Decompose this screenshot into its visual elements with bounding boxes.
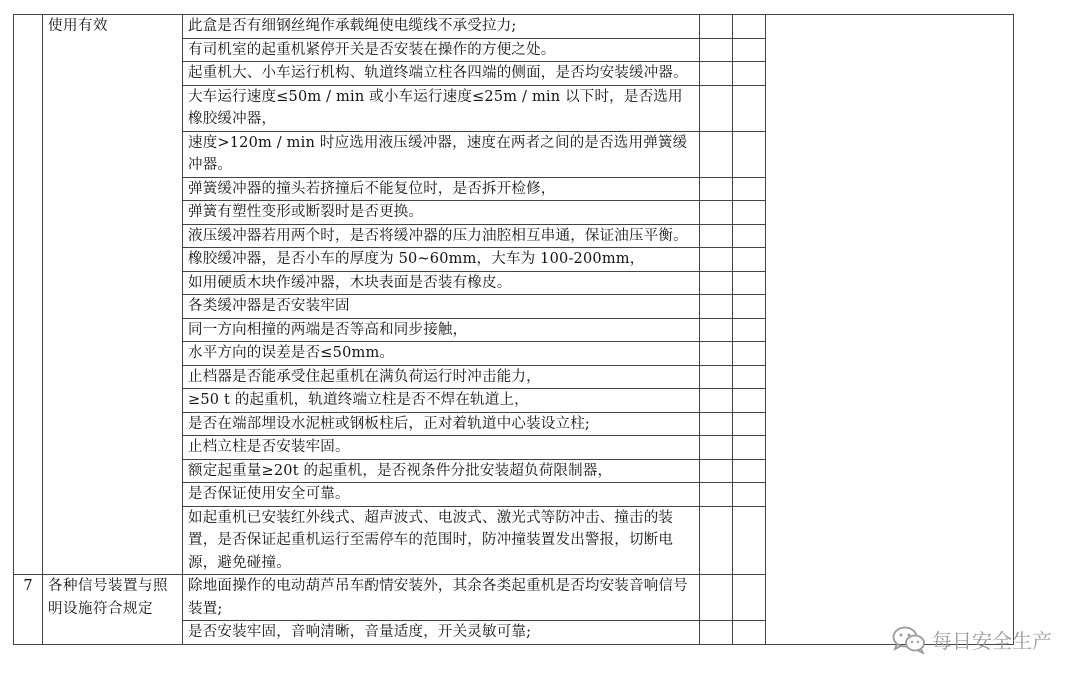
check-cell-yes[interactable] bbox=[700, 271, 733, 295]
check-content: 液压缓冲器若用两个时，是否将缓冲器的压力油腔相互串通，保证油压平衡。 bbox=[183, 224, 700, 248]
check-content: ≥50 t 的起重机，轨道终端立柱是否不焊在轨道上， bbox=[183, 389, 700, 413]
check-content: 是否安装牢固，音响清晰，音量适度，开关灵敏可靠; bbox=[183, 621, 700, 645]
watermark-text: 每日安全生产 bbox=[932, 629, 1052, 653]
check-content: 同一方向相撞的两端是否等高和同步接触， bbox=[183, 318, 700, 342]
check-cell-no[interactable] bbox=[733, 506, 766, 575]
check-cell-yes[interactable] bbox=[700, 248, 733, 272]
check-cell-no[interactable] bbox=[733, 38, 766, 62]
check-content: 止档器是否能承受住起重机在满负荷运行时冲击能力， bbox=[183, 365, 700, 389]
check-cell-yes[interactable] bbox=[700, 318, 733, 342]
check-cell-yes[interactable] bbox=[700, 85, 733, 131]
check-cell-yes[interactable] bbox=[700, 131, 733, 177]
check-cell-yes[interactable] bbox=[700, 389, 733, 413]
section-number: 7 bbox=[14, 575, 43, 645]
check-cell-yes[interactable] bbox=[700, 177, 733, 201]
check-cell-yes[interactable] bbox=[700, 201, 733, 225]
check-cell-no[interactable] bbox=[733, 15, 766, 39]
check-content: 有司机室的起重机紧停开关是否安装在操作的方便之处。 bbox=[183, 38, 700, 62]
check-cell-yes[interactable] bbox=[700, 621, 733, 645]
check-content: 弹簧缓冲器的撞头若挤撞后不能复位时，是否拆开检修， bbox=[183, 177, 700, 201]
check-cell-no[interactable] bbox=[733, 389, 766, 413]
check-cell-yes[interactable] bbox=[700, 295, 733, 319]
check-cell-yes[interactable] bbox=[700, 38, 733, 62]
check-cell-yes[interactable] bbox=[700, 224, 733, 248]
check-cell-yes[interactable] bbox=[700, 365, 733, 389]
check-cell-yes[interactable] bbox=[700, 436, 733, 460]
check-cell-no[interactable] bbox=[733, 575, 766, 621]
check-cell-no[interactable] bbox=[733, 621, 766, 645]
section-item: 使用有效 bbox=[43, 15, 183, 575]
watermark bbox=[892, 625, 1052, 654]
check-cell-no[interactable] bbox=[733, 62, 766, 86]
check-content: 水平方向的误差是否≤50mm。 bbox=[183, 342, 700, 366]
check-content: 此盒是否有细钢丝绳作承载绳使电缆线不承受拉力; bbox=[183, 15, 700, 39]
section-number bbox=[14, 15, 43, 575]
check-cell-no[interactable] bbox=[733, 177, 766, 201]
check-cell-no[interactable] bbox=[733, 483, 766, 507]
check-content: 如起重机已安装红外线式、超声波式、电波式、激光式等防冲击、撞击的装置，是否保证起重机运行至需停车的范围时，防冲撞装置发出警报，切断电源，避免碰撞。 bbox=[183, 506, 700, 575]
check-cell-yes[interactable] bbox=[700, 342, 733, 366]
check-cell-yes[interactable] bbox=[700, 483, 733, 507]
check-cell-no[interactable] bbox=[733, 295, 766, 319]
check-cell-no[interactable] bbox=[733, 365, 766, 389]
check-cell-no[interactable] bbox=[733, 85, 766, 131]
check-content: 大车运行速度≤50m / min 或小车运行速度≤25m / min 以下时，是否选用橡胶缓冲器， bbox=[183, 85, 700, 131]
check-content: 速度>120m / min 时应选用液压缓冲器，速度在两者之间的是否选用弹簧缓冲器。 bbox=[183, 131, 700, 177]
inspection-checklist-table bbox=[13, 14, 1014, 645]
check-content: 止档立柱是否安装牢固。 bbox=[183, 436, 700, 460]
check-content: 各类缓冲器是否安装牢固 bbox=[183, 295, 700, 319]
check-cell-no[interactable] bbox=[733, 201, 766, 225]
check-cell-no[interactable] bbox=[733, 318, 766, 342]
check-cell-no[interactable] bbox=[733, 412, 766, 436]
check-content: 起重机大、小车运行机构、轨道终端立柱各四端的侧面，是否均安装缓冲器。 bbox=[183, 62, 700, 86]
check-content: 是否保证使用安全可靠。 bbox=[183, 483, 700, 507]
wechat-icon bbox=[892, 626, 926, 654]
check-cell-no[interactable] bbox=[733, 248, 766, 272]
check-content: 弹簧有塑性变形或断裂时是否更换。 bbox=[183, 201, 700, 225]
check-cell-no[interactable] bbox=[733, 131, 766, 177]
check-cell-no[interactable] bbox=[733, 271, 766, 295]
check-content: 橡胶缓冲器，是否小车的厚度为 50~60mm，大车为 100-200mm， bbox=[183, 248, 700, 272]
check-cell-yes[interactable] bbox=[700, 506, 733, 575]
check-cell-no[interactable] bbox=[733, 224, 766, 248]
check-content: 是否在端部埋设水泥桩或钢板柱后，正对着轨道中心装设立柱; bbox=[183, 412, 700, 436]
check-cell-yes[interactable] bbox=[700, 15, 733, 39]
check-cell-no[interactable] bbox=[733, 459, 766, 483]
table-row bbox=[14, 15, 1014, 39]
check-cell-no[interactable] bbox=[733, 436, 766, 460]
check-cell-yes[interactable] bbox=[700, 459, 733, 483]
check-cell-yes[interactable] bbox=[700, 412, 733, 436]
remarks-cell[interactable] bbox=[766, 15, 1014, 645]
section-item: 各种信号装置与照明设施符合规定 bbox=[43, 575, 183, 645]
check-cell-yes[interactable] bbox=[700, 575, 733, 621]
check-cell-yes[interactable] bbox=[700, 62, 733, 86]
check-content: 除地面操作的电动葫芦吊车酌情安装外，其余各类起重机是否均安装音响信号装置; bbox=[183, 575, 700, 621]
check-cell-no[interactable] bbox=[733, 342, 766, 366]
check-content: 额定起重量≥20t 的起重机，是否视条件分批安装超负荷限制器， bbox=[183, 459, 700, 483]
check-content: 如用硬质木块作缓冲器，木块表面是否装有橡皮。 bbox=[183, 271, 700, 295]
